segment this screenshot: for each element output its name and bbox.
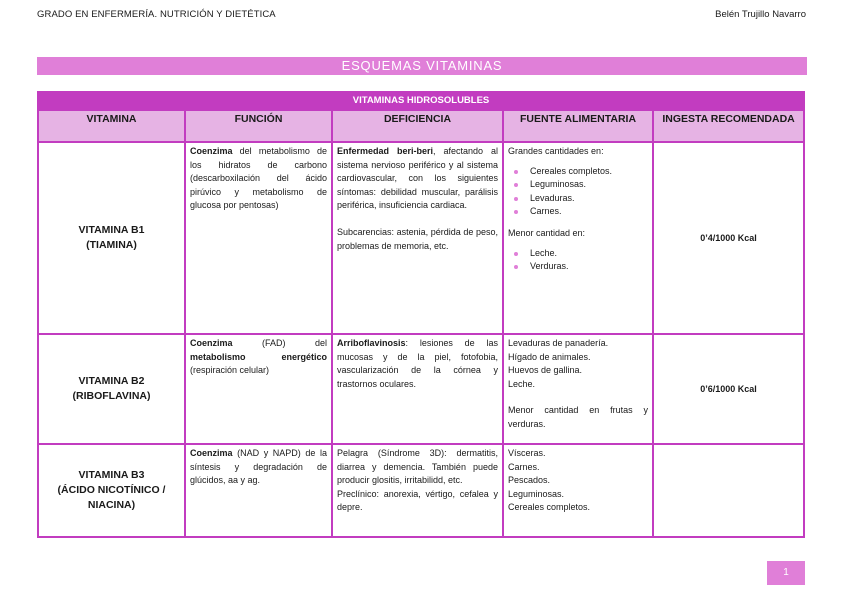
list-item: Carnes.: [508, 461, 540, 472]
vitamin-name-cell: [38, 142, 185, 334]
funcion-cell: [185, 142, 332, 334]
deficiencia-text: : lesiones de las mucosas y de la piel, fotofobia, vascularización de la córnea y trastornos oculares.: [337, 338, 498, 389]
deficiencia-extra: Preclínico: anorexia, vértigo, cefalea y depre.: [337, 488, 498, 513]
list-item: Leche.: [508, 378, 536, 389]
fuente-extra: Menor cantidad en frutas y verduras.: [508, 405, 648, 429]
list-item: Leguminosas.: [530, 178, 648, 192]
list-item: Cereales completos.: [530, 165, 648, 179]
funcion-keyword: Coenzima: [190, 448, 233, 458]
funcion-keyword: Coenzima: [190, 338, 233, 348]
column-header: FUNCIÓN: [185, 110, 332, 142]
fuente-intro: Grandes cantidades en:: [508, 146, 604, 156]
vitamin-name: VITAMINA B2: [78, 375, 145, 387]
funcion-text: (respiración celular): [190, 365, 270, 376]
page-number: 1: [767, 561, 805, 585]
vitamin-name-cell: [38, 334, 185, 444]
list-item: Levaduras de panadería.: [508, 338, 609, 348]
funcion-text: (FAD) del: [232, 338, 327, 348]
column-header: VITAMINA: [38, 110, 185, 142]
list-item: Cereales completos.: [508, 502, 591, 513]
column-header: FUENTE ALIMENTARIA: [503, 110, 653, 142]
document-header-author: Belén Trujillo Navarro: [715, 9, 806, 20]
list-item: Pescados.: [508, 475, 551, 486]
deficiencia-text: Pelagra (Síndrome 3D): dermatitis, diarrea y demencia. También puede producir glositis, irritabilidd, etc.: [337, 448, 498, 486]
fuente-intro: Menor cantidad en:: [508, 227, 586, 238]
list-item: Vísceras.: [508, 448, 546, 458]
deficiencia-cell: [332, 334, 503, 444]
deficiencia-text: , afectando al sistema nervioso periférico y al sistema cardiovascular, con los siguientes síntomas: debilidad muscular, parálisis periférica, insuficiencia cardiaca.: [337, 146, 498, 211]
document-header-title: GRADO EN ENFERMERÍA. NUTRICIÓN Y DIETÉTICA: [37, 9, 276, 20]
table-header-row: [38, 110, 804, 142]
table-row: [38, 334, 804, 444]
fuente-cell: [503, 334, 653, 444]
table-caption-row: [38, 92, 804, 110]
fuente-cell: [503, 444, 653, 537]
ingesta-cell: [653, 444, 804, 537]
vitamin-alias: (RIBOFLAVINA): [72, 390, 151, 402]
vitamins-table: [37, 91, 805, 538]
funcion-cell: [185, 444, 332, 537]
funcion-keyword: Coenzima: [190, 146, 233, 156]
funcion-text: (NAD y NAPD) de la síntesis y degradación de glúcidos, aa y ag.: [190, 448, 327, 486]
vitamin-name-cell: [38, 444, 185, 537]
list-item: Huevos de gallina.: [508, 365, 583, 376]
deficiencia-cell: [332, 142, 503, 334]
table-row: [38, 142, 804, 334]
funcion-keyword: metabolismo energético: [190, 351, 327, 362]
table-row: [38, 444, 804, 537]
funcion-cell: [185, 334, 332, 444]
funcion-text: del metabolismo de los hidratos de carbono (descarboxilación del ácido pirúvico y metabolismo de glucosa por pentosas): [190, 146, 327, 211]
list-item: Leche.: [530, 247, 648, 261]
column-header: DEFICIENCIA: [332, 110, 503, 142]
fuente-list: [508, 247, 648, 274]
list-item: Leguminosas.: [508, 488, 565, 499]
vitamin-alias: (ÁCIDO NICOTÍNICO /: [57, 484, 166, 496]
vitamin-alias: NIACINA): [87, 499, 136, 511]
vitamin-name: VITAMINA B3: [78, 469, 145, 481]
section-banner: ESQUEMAS VITAMINAS: [37, 57, 807, 75]
deficiencia-keyword: Arriboflavinosis: [337, 338, 406, 348]
deficiencia-extra: Subcarencias: astenia, pérdida de peso, problemas de memoria, etc.: [337, 226, 498, 251]
table-caption: VITAMINAS HIDROSOLUBLES: [38, 92, 804, 110]
deficiencia-keyword: Enfermedad beri-beri: [337, 146, 433, 156]
deficiencia-cell: [332, 444, 503, 537]
list-item: Verduras.: [530, 260, 648, 274]
vitamin-name: VITAMINA B1: [78, 224, 145, 236]
fuente-cell: [503, 142, 653, 334]
list-item: Levaduras.: [530, 192, 648, 206]
list-item: Hígado de animales.: [508, 351, 591, 362]
list-item: Carnes.: [530, 205, 648, 219]
fuente-list: [508, 165, 648, 219]
ingesta-cell: 0’4/1000 Kcal: [653, 142, 804, 334]
column-header: INGESTA RECOMENDADA: [653, 110, 804, 142]
ingesta-cell: 0’6/1000 Kcal: [653, 334, 804, 444]
vitamin-alias: (TIAMINA): [86, 239, 137, 251]
